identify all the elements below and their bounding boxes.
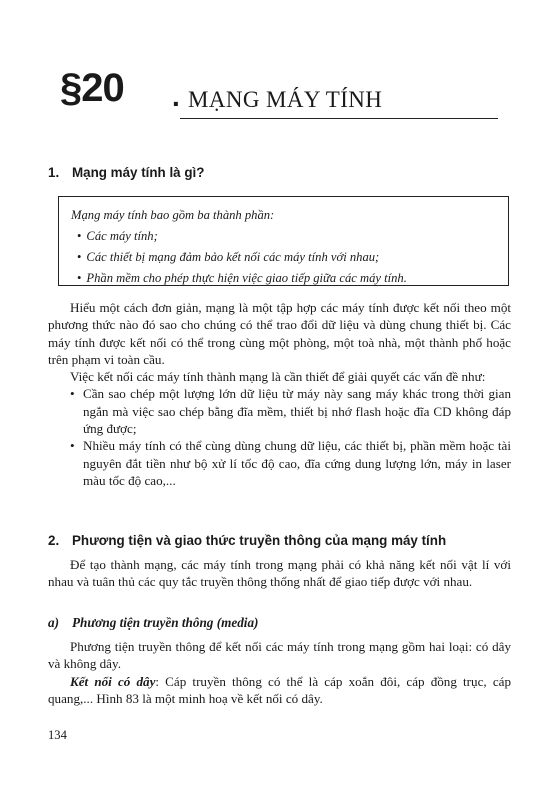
subsection-a-heading <box>48 614 258 631</box>
chapter-number: §20 <box>60 66 124 110</box>
paragraph: Hiểu một cách đơn giản, mạng là một tập hợp các máy tính được kết nối theo một phương thức nào đó sao cho chúng có thể trao đổi dữ liệu và dùng chung thiết bị. Các máy tính được kết nối có thể trong cùng một phòng, một toà nhà, một thành phố hoặc trên phạm vi toàn cầu. <box>48 300 511 367</box>
page-number: 134 <box>48 728 67 742</box>
subsection-a-title: Phương tiện truyền thông (media) <box>72 615 259 630</box>
definition-box <box>58 196 509 286</box>
definition-intro: Mạng máy tính bao gồm ba thành phần: <box>71 208 275 222</box>
paragraph <box>48 673 511 708</box>
paragraph: Việc kết nối các máy tính thành mạng là cần thiết để giải quyết các vấn đề như: <box>70 369 486 385</box>
definition-item-software: • Phần mềm cho phép thực hiện việc giao tiếp giữa các máy tính. <box>71 268 496 289</box>
list-item: • Nhiều máy tính có thể cùng dùng chung dữ liệu, các thiết bị, phần mềm hoặc tài nguyên đắt tiền như bộ xử lí tốc độ cao, đĩa cứng dung lượng lớn, máy in laser màu tốc độ cao,... <box>48 437 511 489</box>
wired-connection-text: : Cáp truyền thông có thể là cáp xoắn đôi, cáp đồng trục, cáp quang,... Hình 83 là một minh hoạ về kết nối có dây. <box>48 673 512 706</box>
definition-item-network-devices: • Các thiết bị mạng đảm bảo kết nối các máy tính với nhau; <box>71 247 496 268</box>
section-1-title: Mạng máy tính là gì? <box>72 165 205 180</box>
section-2-body <box>48 556 511 591</box>
paragraph: Phương tiện truyền thông để kết nối các máy tính trong mạng gồm hai loại: có dây và không dây. <box>48 639 511 672</box>
wired-connection-term: Kết nối có dây <box>70 673 156 689</box>
chapter-title-underline <box>180 118 498 119</box>
section-2-number: 2. <box>48 533 60 548</box>
chapter-heading <box>60 64 500 120</box>
subsection-a-label: a) <box>48 615 59 630</box>
chapter-dot: . <box>172 81 180 112</box>
subsection-a-body <box>48 638 511 707</box>
list-item: • Cần sao chép một lượng lớn dữ liệu từ máy này sang máy khác trong thời gian ngắn mà việc sao chép bằng đĩa mềm, thiết bị nhớ flash hoặc đĩa CD không đáp ứng được; <box>48 385 511 437</box>
chapter-title: MẠNG MÁY TÍNH <box>188 87 383 112</box>
section-2-heading <box>48 532 446 550</box>
section-2-title: Phương tiện và giao thức truyền thông của mạng máy tính <box>72 533 447 548</box>
definition-item-computers: • Các máy tính; <box>71 226 496 247</box>
reasons-list <box>48 385 511 489</box>
paragraph: Để tạo thành mạng, các máy tính trong mạng phải có khả năng kết nối vật lí với nhau và tuân thủ các quy tắc truyền thông thống nhất để giao tiếp được với nhau. <box>48 557 511 590</box>
section-1-number: 1. <box>48 165 60 180</box>
section-1-body <box>48 299 511 489</box>
section-1-heading <box>48 164 204 182</box>
